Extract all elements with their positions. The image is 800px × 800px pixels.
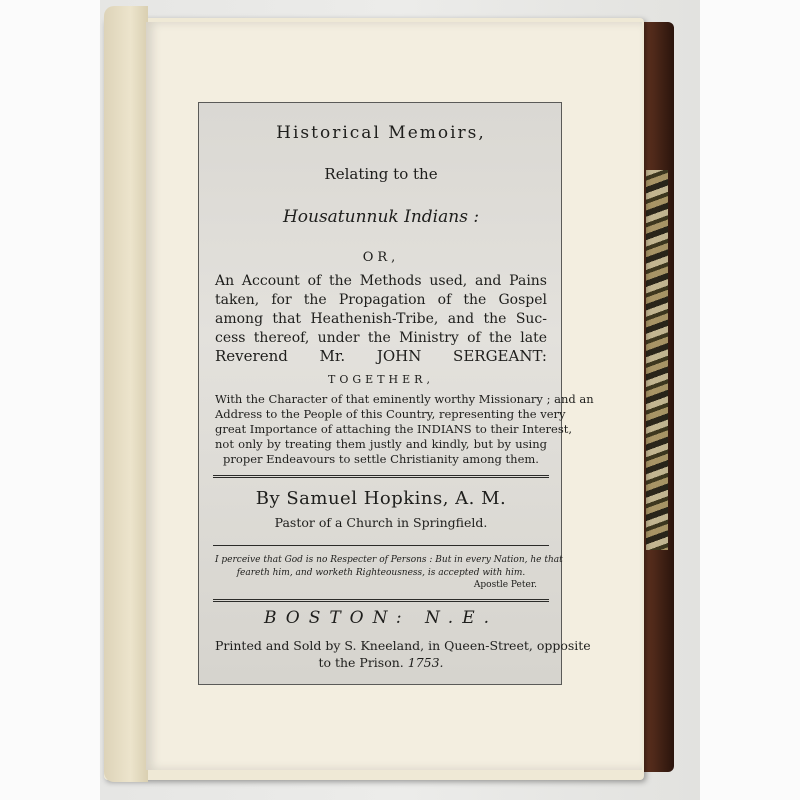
quote-line: feareth him, and worketh Righteousness, is accepted with him. — [236, 568, 526, 578]
quote-line: I perceive that God is no Respecter of Persons : But in every Nation, he that — [215, 555, 563, 565]
relating-line: Relating to the — [324, 165, 438, 183]
title: Historical Memoirs, — [276, 123, 486, 143]
account-line: among that Heathenish-Tribe, and the Suc- — [215, 311, 547, 327]
account-line: cess thereof, under the Ministry of the late — [215, 330, 547, 346]
detail-line: proper Endeavours to settle Christianity among them. — [223, 452, 539, 466]
detail-line: great Importance of attaching the INDIANS to their Interest, — [215, 422, 573, 436]
divider-rule — [213, 545, 549, 546]
divider-rule — [213, 475, 549, 478]
detail-line: With the Character of that eminently worthy Missionary ; and an — [215, 392, 594, 406]
imprint-place: BOSTON: N.E. — [263, 608, 499, 628]
detail-line: Address to the People of this Country, representing the very — [215, 407, 566, 421]
marbled-endpaper — [646, 170, 668, 550]
title-page-facsimile — [198, 102, 594, 685]
imprint-year: 1753. — [407, 655, 444, 670]
subject-line: Housatunnuk Indians : — [282, 207, 480, 227]
together-line: TOGETHER, — [328, 373, 434, 386]
imprint-line: Printed and Sold by S. Kneeland, in Queen-Street, opposite — [215, 638, 591, 653]
imprint-line-end: to the Prison. — [318, 655, 404, 670]
author-line: By Samuel Hopkins, A. M. — [255, 488, 507, 509]
quote-source: Apostle Peter. — [473, 580, 537, 590]
divider-rule — [213, 599, 549, 602]
author-role: Pastor of a Church in Springfield. — [274, 515, 488, 530]
account-line: Reverend Mr. JOHN SERGEANT: — [215, 347, 547, 365]
left-page-curl — [104, 6, 148, 782]
imprint-line — [199, 655, 563, 670]
account-line: taken, for the Propagation of the Gospel — [215, 292, 547, 308]
account-line: An Account of the Methods used, and Pains — [215, 273, 547, 289]
detail-line: not only by treating them justly and kindly, but by using — [215, 437, 547, 451]
or-line: OR, — [362, 250, 400, 265]
